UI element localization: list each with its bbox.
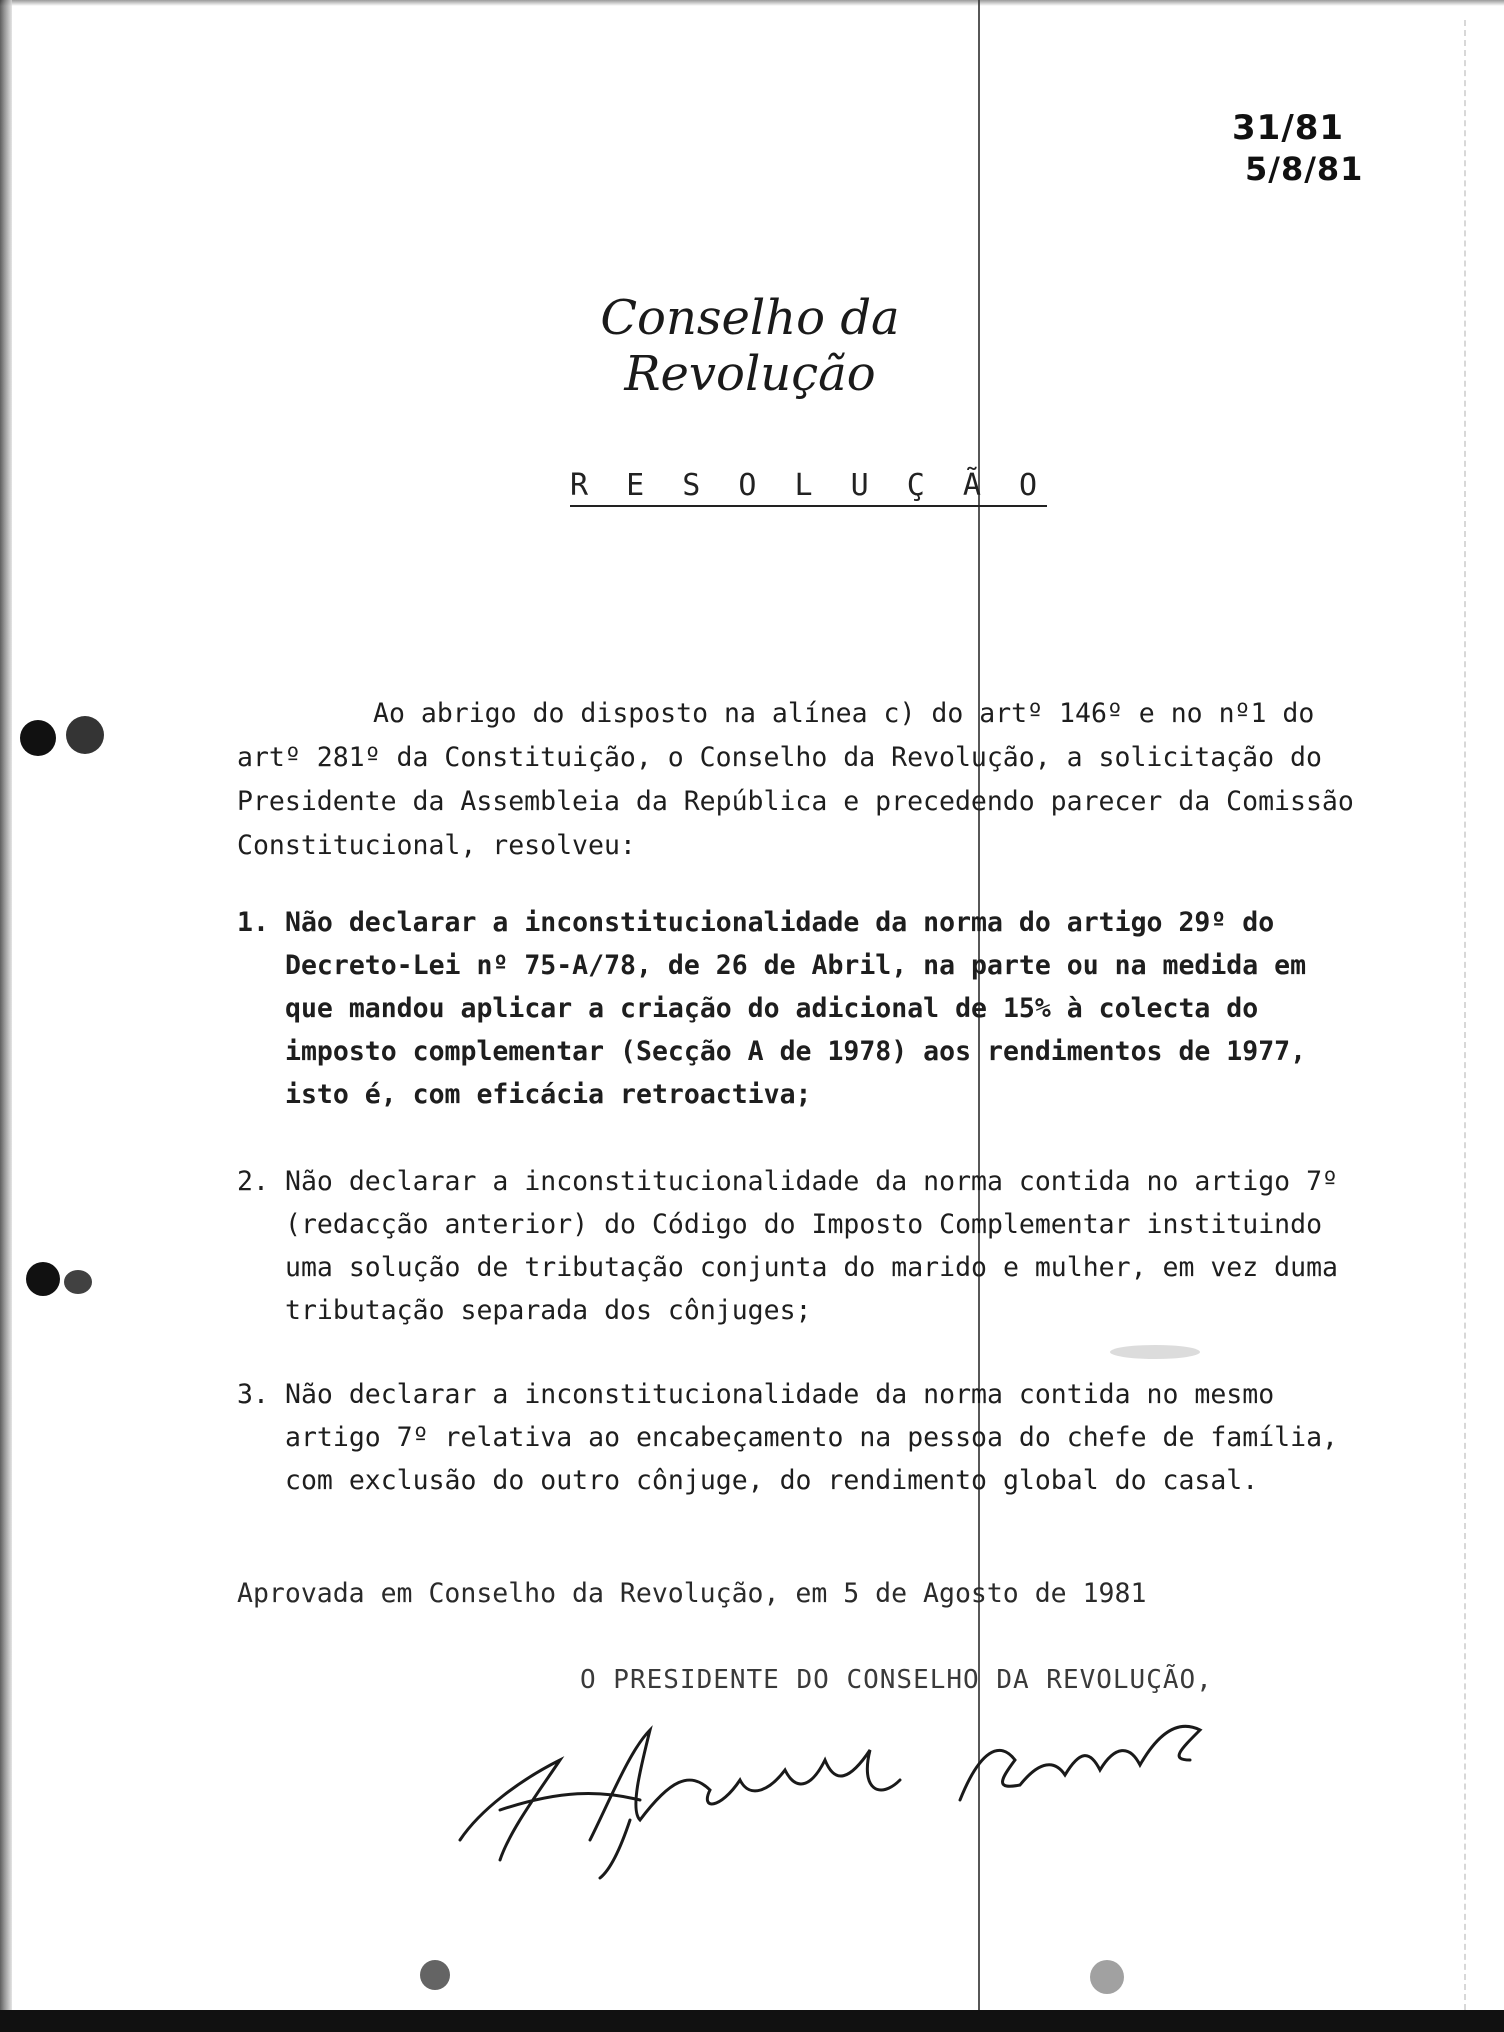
- punch-hole: [66, 716, 104, 754]
- scan-bottom-edge: [0, 2010, 1504, 2032]
- resolution-item: [237, 1373, 1357, 1502]
- scan-left-edge: [0, 0, 12, 2032]
- scan-right-edge-marks: [1464, 20, 1468, 2010]
- punch-hole: [26, 1262, 60, 1296]
- document-title-text: R E S O L U Ç Ã O: [570, 468, 1047, 507]
- item-text: Não declarar a inconstitucionalidade da norma contida no mesmo artigo 7º relativa ao encabeçamento na pessoa do chefe de família, com exclusão do outro cônjuge, do rendimento global do casal.: [285, 1379, 1338, 1496]
- approval-line: Aprovada em Conselho da Revolução, em 5 de Agosto de 1981: [237, 1578, 1147, 1609]
- item-number: 1.: [237, 907, 269, 938]
- document-title: [570, 468, 1047, 503]
- preamble-paragraph: [237, 692, 1357, 868]
- smudge: [1090, 1960, 1124, 1994]
- smudge: [1110, 1345, 1200, 1359]
- punch-hole: [20, 720, 56, 756]
- signatory-title: O PRESIDENTE DO CONSELHO DA REVOLUÇÃO,: [580, 1665, 1213, 1695]
- item-number: 2.: [237, 1166, 269, 1197]
- item-number: 3.: [237, 1379, 269, 1410]
- reference-date: 5/8/81: [1245, 150, 1364, 188]
- resolution-item: [237, 901, 1357, 1116]
- scan-top-edge: [0, 0, 1504, 6]
- resolution-item: [237, 1160, 1357, 1332]
- item-text: Não declarar a inconstitucionalidade da norma contida no artigo 7º (redacção anterior) do Código do Imposto Complementar instituindo uma solução de tributação conjunta do marido e mulher, em vez duma tributação separada dos cônjuges;: [285, 1166, 1338, 1326]
- preamble-text: Ao abrigo do disposto na alínea c) do artº 146º e no nº1 do artº 281º da Constituição, o Conselho da Revolução, a solicitação do Presidente da Assembleia da República e precedendo parecer da Comissão Constitucional, resolveu:: [237, 698, 1354, 861]
- punch-hole: [64, 1270, 92, 1294]
- handwritten-signature: [440, 1690, 1260, 1880]
- smudge: [420, 1960, 450, 1990]
- item-text: Não declarar a inconstitucionalidade da norma do artigo 29º do Decreto-Lei nº 75-A/78, de 26 de Abril, na parte ou na medida em que mandou aplicar a criação do adicional de 15% à colecta do imposto complementar (Secção A de 1978) aos rendimentos de 1977, isto é, com eficácia retroactiva;: [285, 907, 1307, 1110]
- reference-number: 31/81: [1232, 108, 1345, 148]
- letterhead: Conselho da Revolução: [600, 290, 900, 402]
